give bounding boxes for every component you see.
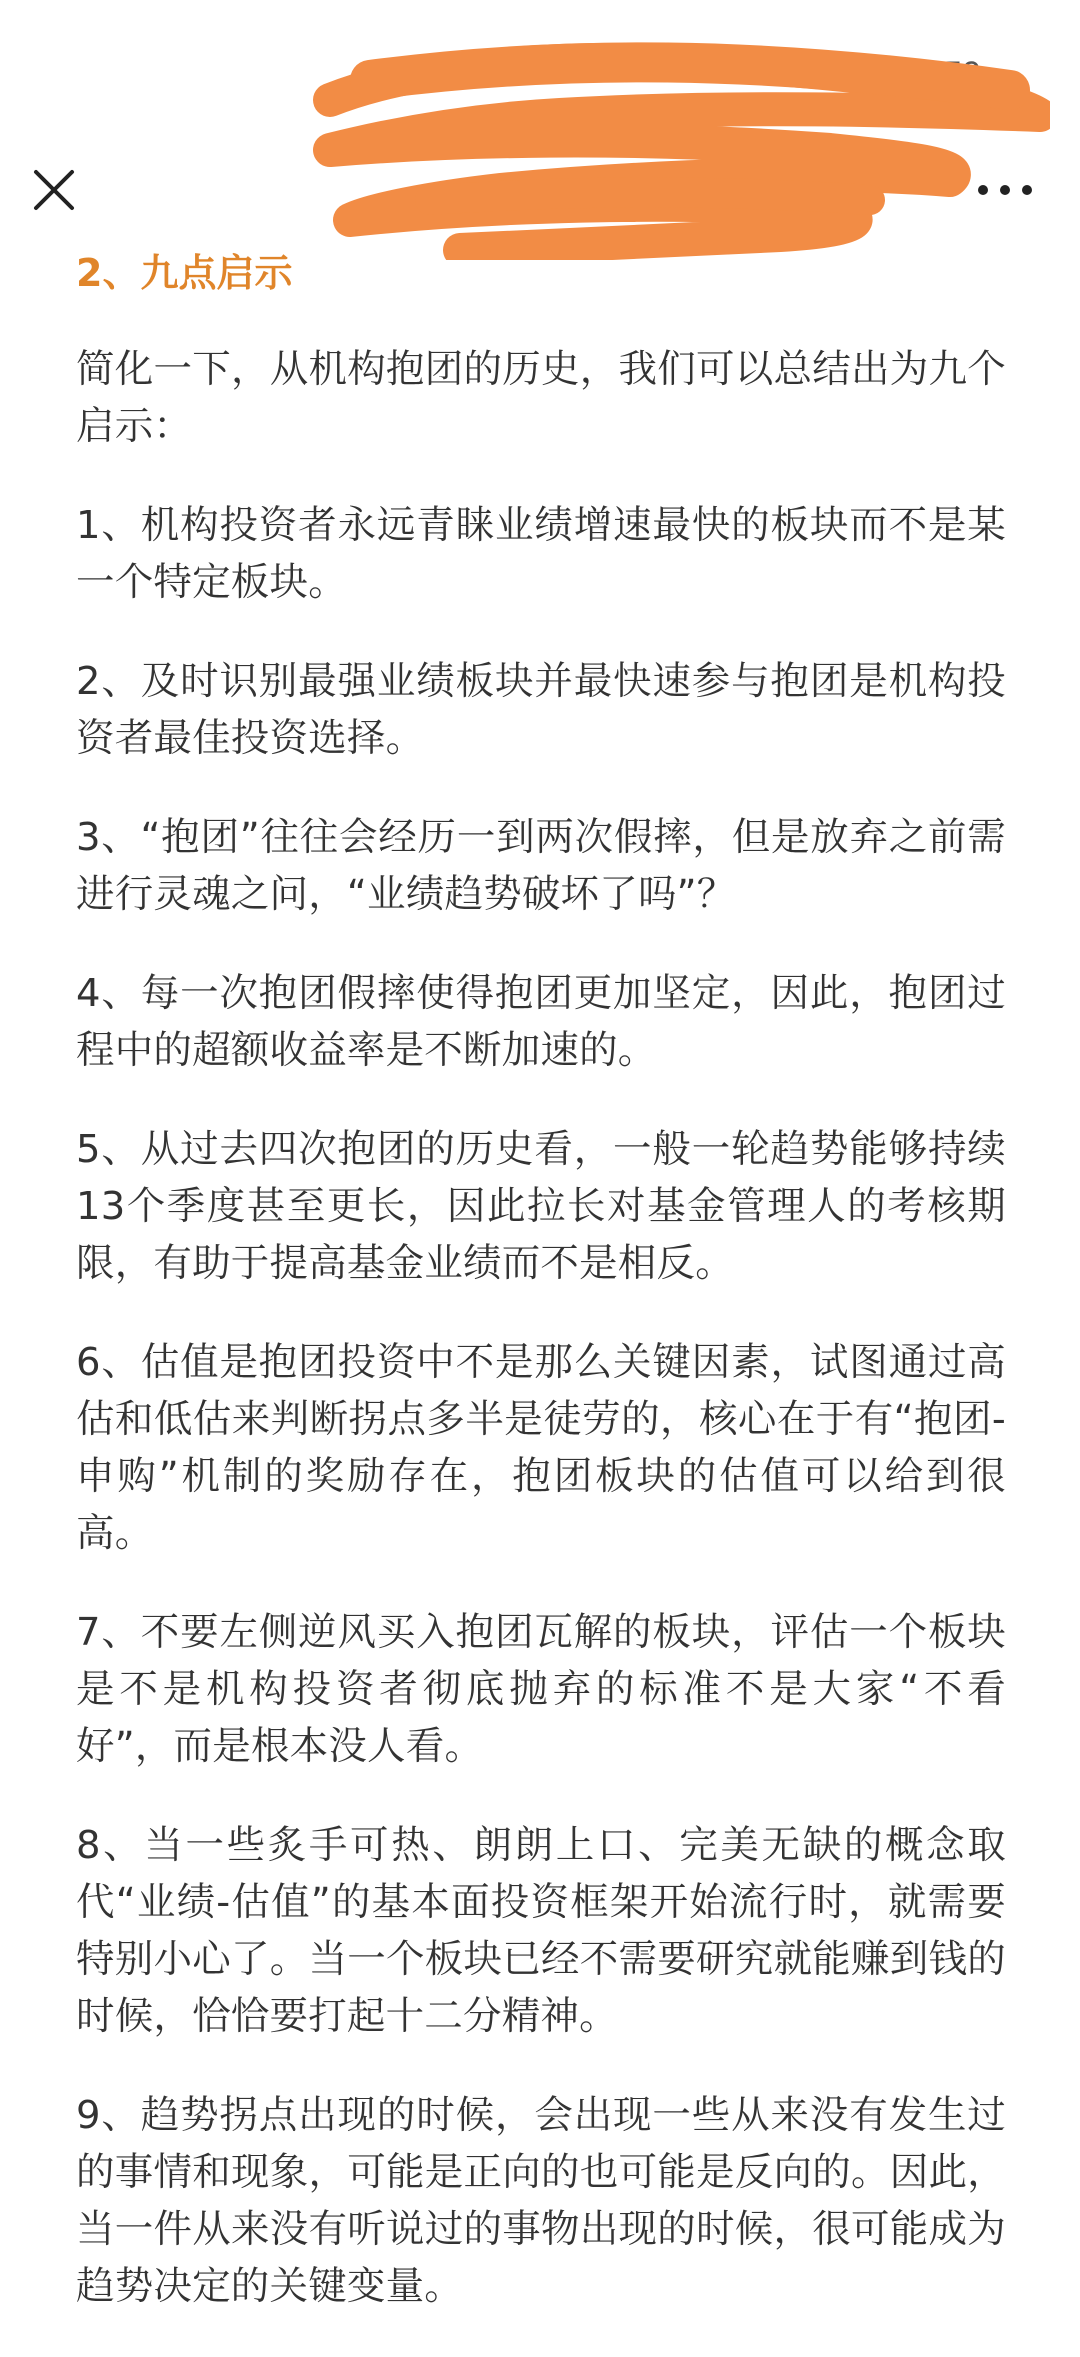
point-paragraph: 1、机构投资者永远青睐业绩增速最快的板块而不是某一个特定板块。	[76, 503, 1006, 605]
close-button[interactable]	[22, 158, 86, 222]
close-icon	[22, 158, 86, 222]
point-paragraph: 7、不要左侧逆风买入抱团瓦解的板块，评估一个板块是不是机构投资者彻底抛弃的标准不是大家“不看好”，而是根本没人看。	[76, 1610, 1006, 1769]
point-paragraph: 4、每一次抱团假摔使得抱团更加坚定，因此，抱团过程中的超额收益率是不断加速的。	[76, 971, 1006, 1073]
point-paragraph: 8、当一些炙手可热、朗朗上口、完美无缺的概念取代“业绩-估值”的基本面投资框架开始流行时，就需要特别小心了。当一个板块已经不需要研究就能赚到钱的时候，恰恰要打起十二分精神。	[76, 1823, 1006, 2039]
point-paragraph: 9、趋势拐点出现的时候，会出现一些从来没有发生过的事情和现象，可能是正向的也可能是反向的。因此，当一件从来没有听说过的事物出现的时候，很可能成为趋势决定的关键变量。	[76, 2093, 1006, 2309]
article-content	[76, 245, 1006, 2357]
point-paragraph: 3、“抱团”往往会经历一到两次假摔，但是放弃之前需进行灵魂之问，“业绩趋势破坏了吗”？	[76, 815, 1006, 917]
point-paragraph: 5、从过去四次抱团的历史看，一般一轮趋势能够持续13个季度甚至更长，因此拉长对基金管理人的考核期限，有助于提高基金业绩而不是相反。	[76, 1127, 1006, 1286]
point-paragraph: 2、及时识别最强业绩板块并最快速参与抱团是机构投资者最佳投资选择。	[76, 659, 1006, 761]
more-icon	[970, 165, 1040, 215]
status-time: 9:59	[915, 55, 982, 93]
redaction-scribble	[310, 40, 1050, 260]
intro-paragraph: 简化一下，从机构抱团的历史，我们可以总结出为九个启示：	[76, 347, 1006, 449]
section-heading: 2、九点启示	[76, 251, 293, 295]
point-paragraph: 6、估值是抱团投资中不是那么关键因素，试图通过高估和低估来判断拐点多半是徒劳的，核心在于有“抱团-申购”机制的奖励存在，抱团板块的估值可以给到很高。	[76, 1340, 1006, 1556]
more-options-button[interactable]	[970, 165, 1040, 215]
top-bar	[0, 0, 1080, 255]
